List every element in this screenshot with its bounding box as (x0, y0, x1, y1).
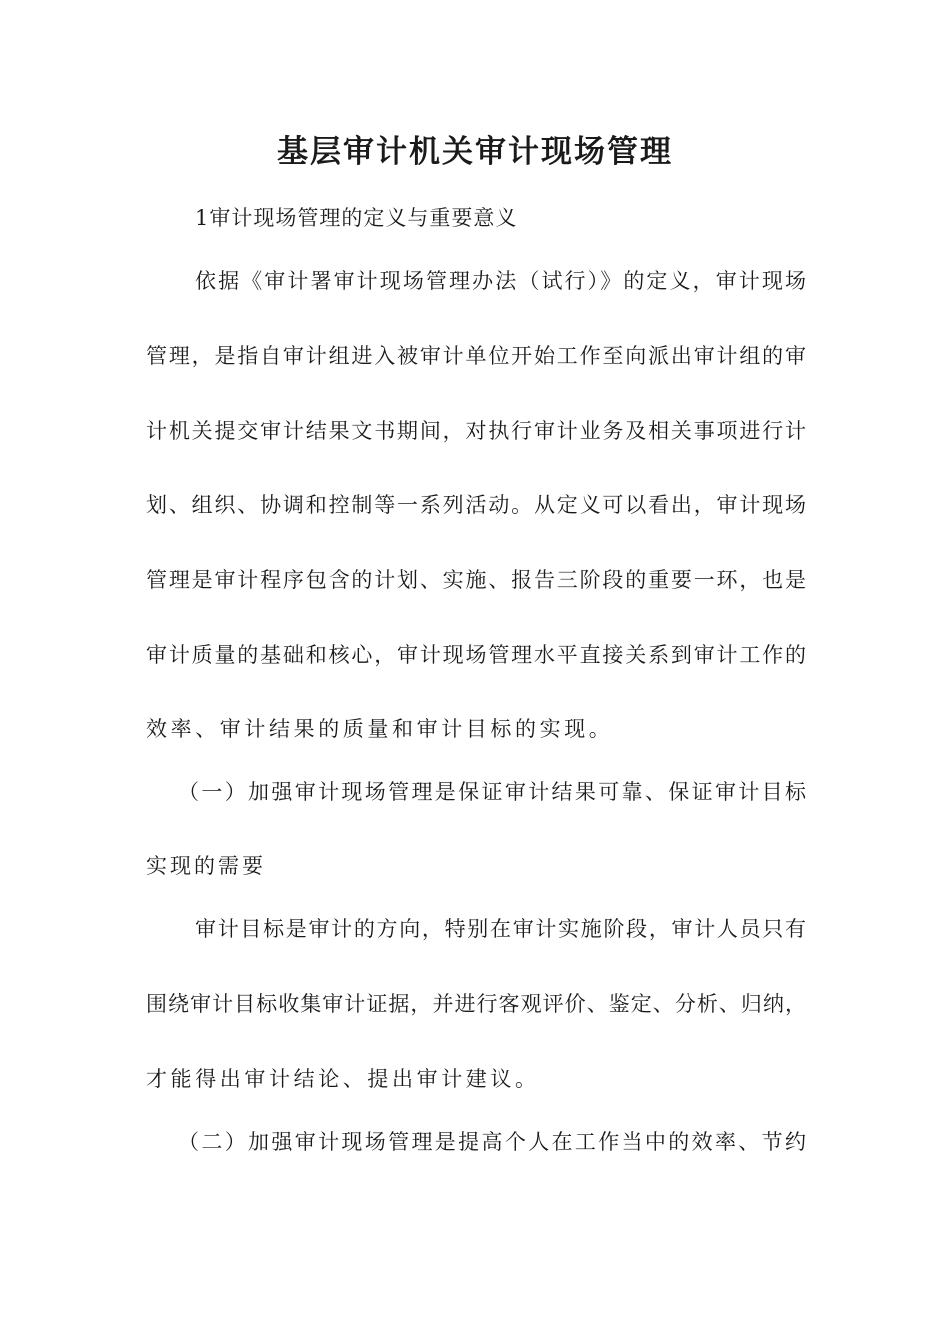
subheading-line: （二）加强审计现场管理是提高个人在工作当中的效率、节约 (178, 1130, 806, 1154)
section-heading: 1审计现场管理的定义与重要意义 (195, 206, 518, 230)
subheading-line: （一）加强审计现场管理是保证审计结果可靠、保证审计目标 (178, 780, 806, 804)
paragraph-line: 计机关提交审计结果文书期间，对执行审计业务及相关事项进行计 (146, 419, 806, 443)
paragraph-line: 审计目标是审计的方向，特别在审计实施阶段，审计人员只有 (195, 917, 806, 941)
paragraph-line: 管理，是指自审计组进入被审计单位开始工作至向派出审计组的审 (146, 344, 806, 368)
paragraph-line: 依据《审计署审计现场管理办法（试行）》的定义，审计现场 (195, 269, 806, 293)
document-title: 基层审计机关审计现场管理 (277, 134, 673, 170)
paragraph-line: 围绕审计目标收集审计证据，并进行客观评价、鉴定、分析、归纳， (146, 992, 806, 1016)
subheading-line: 实现的需要 (146, 854, 266, 878)
paragraph-line: 划、组织、协调和控制等一系列活动。从定义可以看出，审计现场 (146, 493, 806, 517)
paragraph-line: 才能得出审计结论、提出审计建议。 (146, 1067, 540, 1091)
paragraph-line: 管理是审计程序包含的计划、实施、报告三阶段的重要一环，也是 (146, 568, 806, 592)
paragraph-line: 审计质量的基础和核心，审计现场管理水平直接关系到审计工作的 (146, 643, 806, 667)
paragraph-line: 效率、审计结果的质量和审计目标的实现。 (146, 717, 614, 741)
